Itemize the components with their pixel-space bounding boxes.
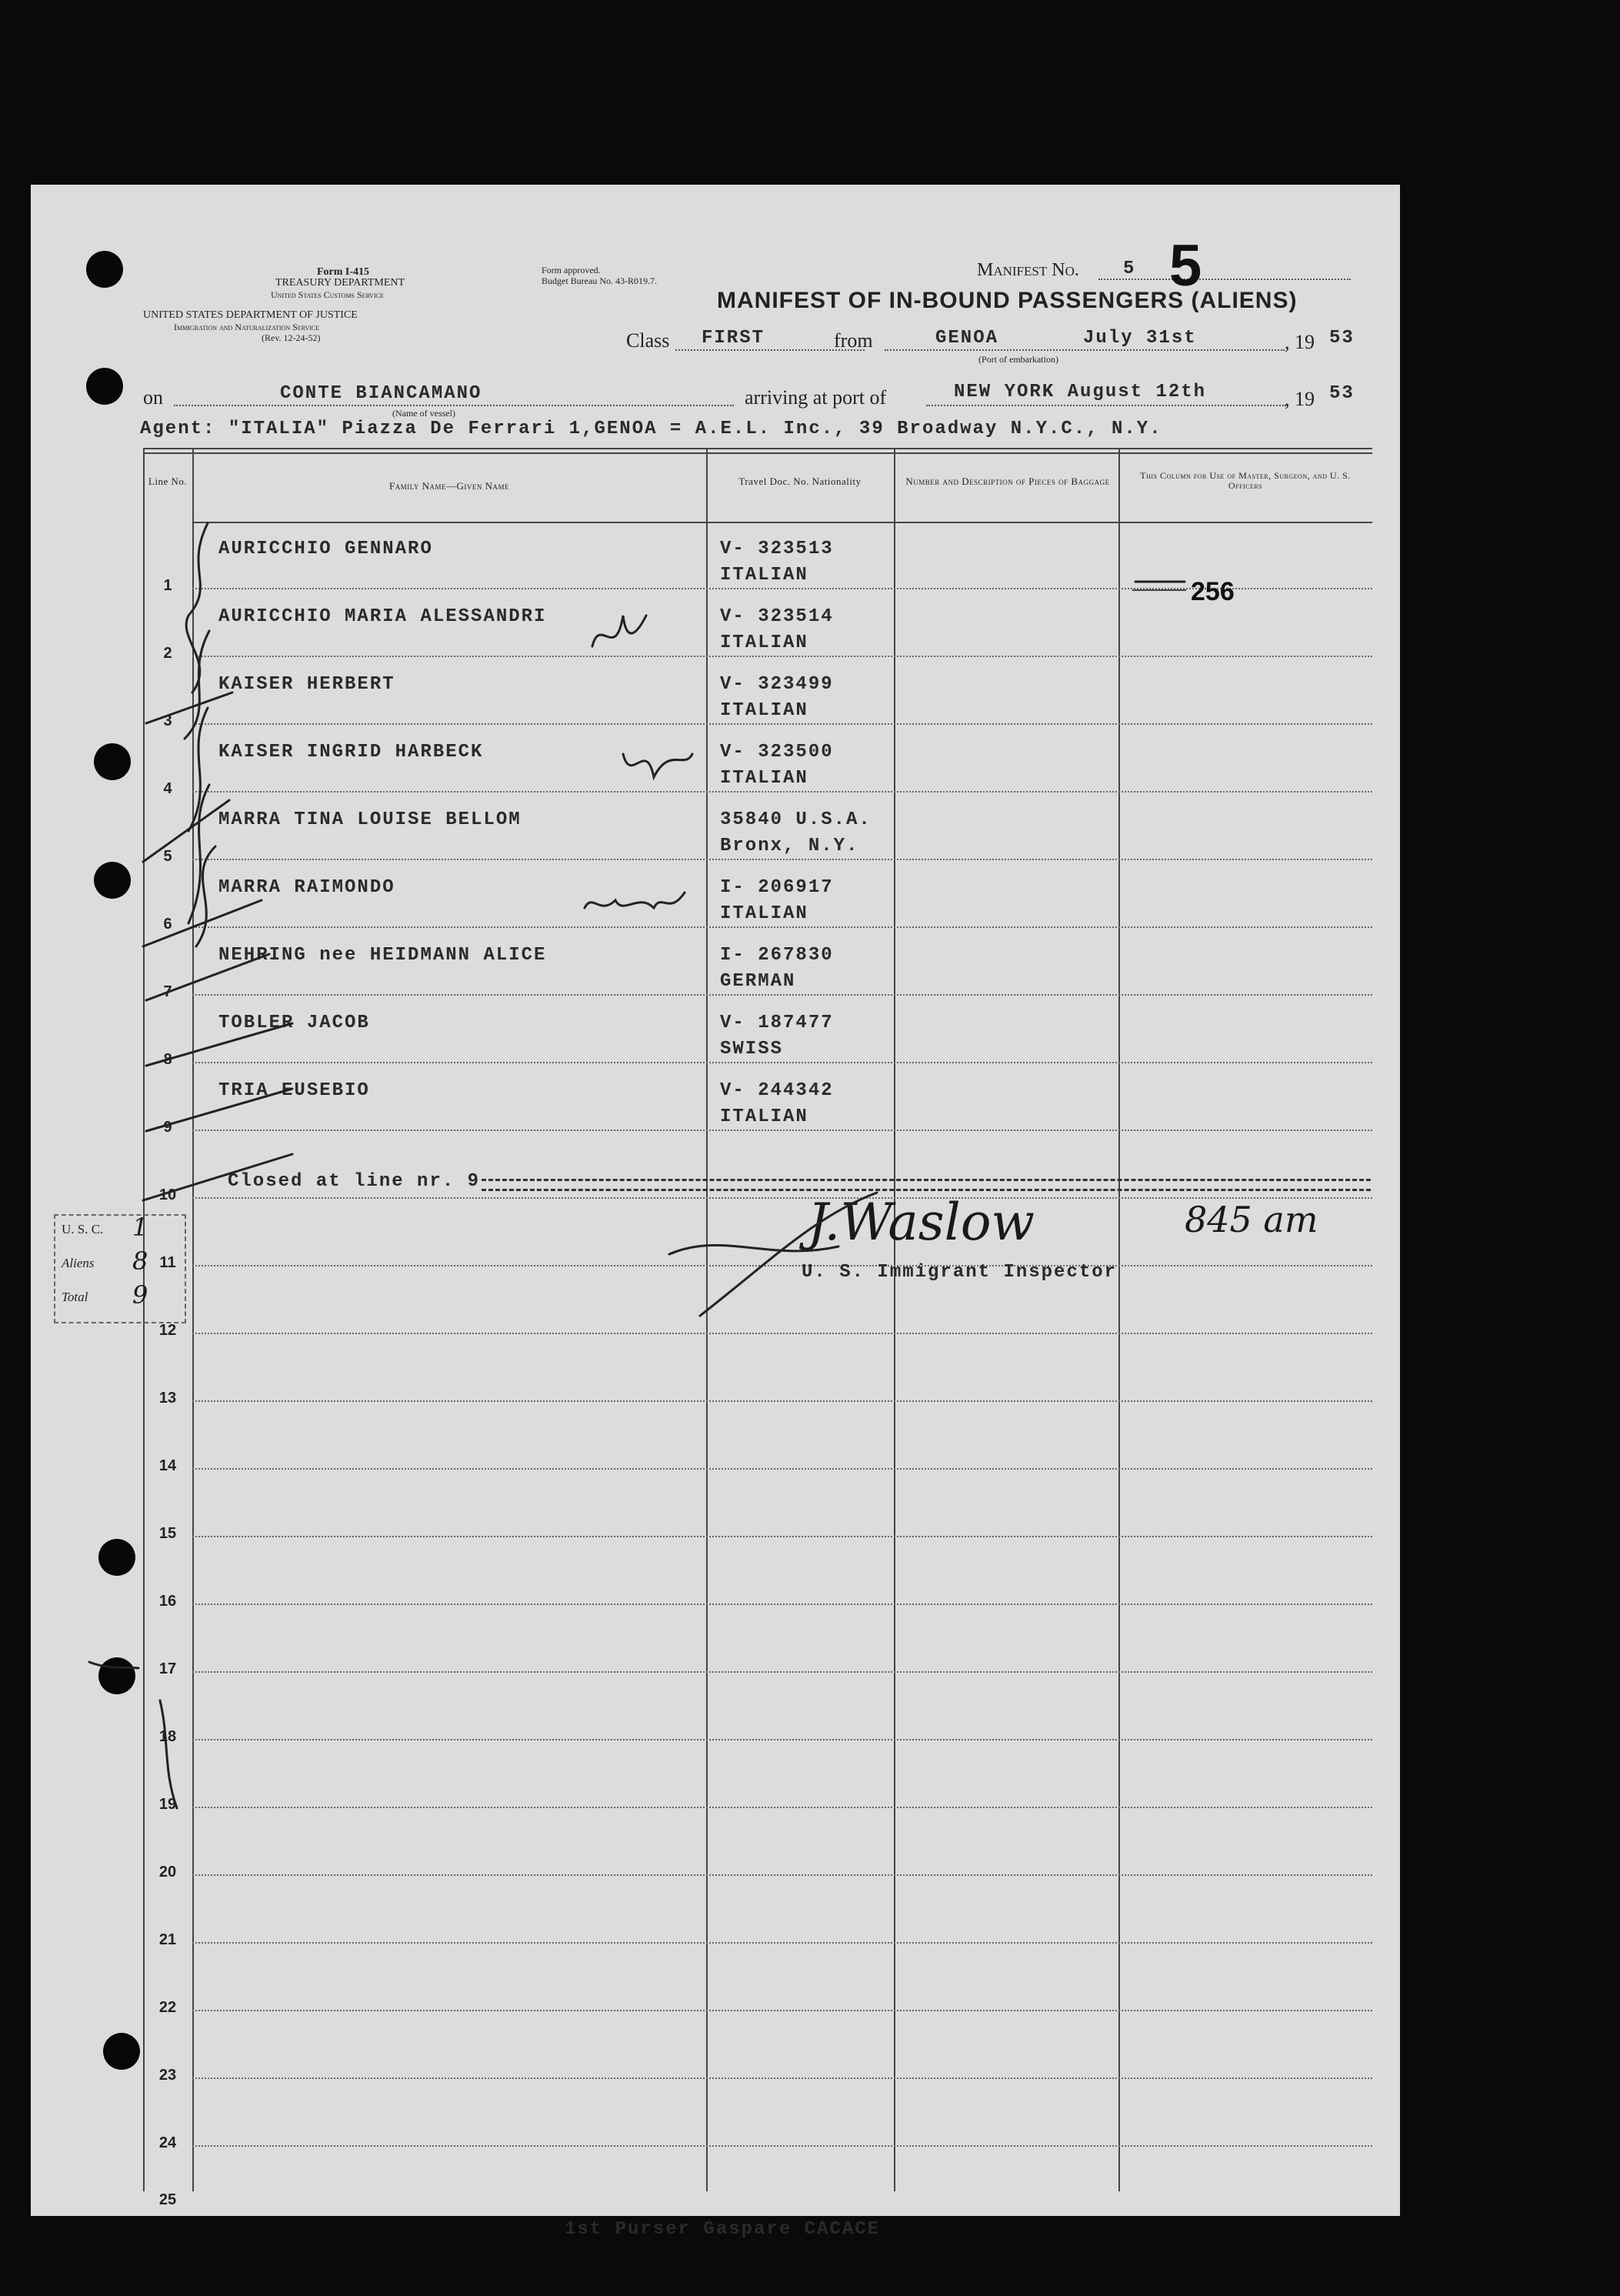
- line-number: 25: [158, 2191, 177, 2208]
- departure-date: July 31st: [1083, 328, 1197, 349]
- manifest-number: 5: [1123, 259, 1136, 279]
- line-number: 18: [158, 1728, 177, 1745]
- form-number: Form I-415: [317, 266, 370, 278]
- passenger-doc: I- 206917: [720, 877, 834, 898]
- year-2: 53: [1329, 383, 1355, 404]
- inspection-time: 845 am: [1185, 1199, 1318, 1240]
- passenger-nationality: ITALIAN: [720, 700, 808, 721]
- agent-line: Agent: "ITALIA" Piazza De Ferrari 1,GENOA = A.E.L. Inc., 39 Broadway N.Y.C., N.Y.: [140, 419, 1162, 439]
- customs-service: United States Customs Service: [271, 289, 384, 300]
- col-line-no: Line No.: [148, 476, 188, 487]
- passenger-doc: V- 244342: [720, 1080, 834, 1101]
- passenger-name: NEHRING nee HEIDMANN ALICE: [218, 945, 547, 966]
- line-number: 3: [163, 712, 172, 729]
- line-number: 12: [158, 1322, 177, 1339]
- passenger-nationality: ITALIAN: [720, 565, 808, 586]
- inspector-title: U. S. Immigrant Inspector: [802, 1262, 1118, 1283]
- arrival-port-date: NEW YORK August 12th: [954, 382, 1207, 402]
- passenger-nationality: ITALIAN: [720, 768, 808, 789]
- passenger-nationality: ITALIAN: [720, 632, 808, 653]
- vessel-name: CONTE BIANCAMANO: [280, 383, 482, 404]
- class-label: Class: [626, 329, 670, 352]
- tally-total: 9: [132, 1280, 148, 1310]
- from-value: GENOA: [935, 328, 999, 349]
- passenger-nationality: Bronx, N.Y.: [720, 836, 859, 856]
- line-number: 21: [158, 1931, 177, 1948]
- passenger-doc: 35840 U.S.A.: [720, 809, 872, 830]
- line-number: 19: [158, 1796, 177, 1813]
- treasury-dept: TREASURY DEPARTMENT: [275, 277, 405, 289]
- year-prefix-1: , 19: [1285, 331, 1315, 353]
- line-number: 8: [163, 1051, 172, 1068]
- inspector-signature: J.Waslow: [808, 1193, 1035, 1252]
- line-number: 1: [163, 577, 172, 594]
- manifest-sheet: [31, 185, 1400, 2240]
- revision: (Rev. 12-24-52): [262, 332, 321, 343]
- vessel-caption: (Name of vessel): [392, 408, 455, 419]
- line-number: 7: [163, 983, 172, 1000]
- passenger-doc: I- 267830: [720, 945, 834, 966]
- justice-dept: UNITED STATES DEPARTMENT OF JUSTICE: [143, 309, 358, 321]
- passenger-nationality: GERMAN: [720, 971, 796, 992]
- passenger-doc: V- 323514: [720, 606, 834, 627]
- tally-aliens-label: Aliens: [62, 1256, 95, 1270]
- line-number: 23: [158, 2067, 177, 2084]
- col-travel-doc: Travel Doc. No. Nationality: [738, 476, 862, 487]
- passenger-nationality: ITALIAN: [720, 903, 808, 924]
- line-number: 5: [163, 848, 172, 865]
- line-number: 9: [163, 1119, 172, 1136]
- line-number: 11: [159, 1254, 176, 1271]
- handwritten-marks: [31, 185, 1400, 2216]
- line-number: 13: [158, 1390, 177, 1407]
- line-number: 17: [158, 1660, 177, 1677]
- line-number: 6: [163, 916, 172, 933]
- ins-service: Immigration and Naturalization Service: [174, 322, 320, 332]
- passenger-name: MARRA TINA LOUISE BELLOM: [218, 809, 522, 830]
- passenger-doc: V- 323500: [720, 742, 834, 763]
- manifest-stamp: 5: [1169, 233, 1202, 299]
- col-officers: This Column for Use of Master, Surgeon, and U. S. Officers: [1140, 470, 1351, 491]
- line-number: 10: [158, 1186, 177, 1203]
- passenger-name: KAISER INGRID HARBECK: [218, 742, 484, 763]
- passenger-doc: V- 323499: [720, 674, 834, 695]
- line-number: 14: [158, 1457, 177, 1474]
- tally-usc: 1: [132, 1213, 148, 1242]
- line-number: 20: [158, 1864, 177, 1881]
- from-label: from: [834, 329, 873, 352]
- arriving-label: arriving at port of: [745, 386, 887, 409]
- page-title: MANIFEST OF IN-BOUND PASSENGERS (ALIENS): [717, 288, 1298, 313]
- col-name: Family Name—Given Name: [389, 480, 509, 492]
- year-prefix-2: , 19: [1285, 388, 1315, 410]
- line-number: 2: [163, 645, 172, 662]
- line-number: 15: [158, 1525, 177, 1542]
- col-baggage: Number and Description of Pieces of Baggage: [905, 476, 1110, 487]
- purser-line: 1st Purser Gaspare CACACE: [565, 2219, 881, 2240]
- passenger-doc: V- 323513: [720, 539, 834, 559]
- passenger-name: AURICCHIO GENNARO: [218, 539, 433, 559]
- budget-bureau: Budget Bureau No. 43-R019.7.: [542, 275, 657, 286]
- line-number: 24: [158, 2134, 177, 2151]
- line-number: 22: [158, 1999, 177, 2016]
- tally-aliens: 8: [132, 1246, 148, 1276]
- line-number: 4: [163, 780, 172, 797]
- class-value: FIRST: [702, 328, 765, 349]
- tally-total-label: Total: [62, 1290, 88, 1304]
- passenger-name: TRIA EUSEBIO: [218, 1080, 370, 1101]
- officer-note: 256: [1191, 577, 1235, 606]
- tally-usc-label: U. S. C.: [62, 1222, 104, 1236]
- on-label: on: [143, 386, 163, 409]
- year-1: 53: [1329, 328, 1355, 349]
- closed-line-text: Closed at line nr. 9: [228, 1171, 481, 1192]
- passenger-name: TOBLER JACOB: [218, 1013, 370, 1033]
- form-approved: Form approved.: [542, 265, 601, 275]
- line-number: 16: [158, 1593, 177, 1610]
- passenger-name: KAISER HERBERT: [218, 674, 395, 695]
- manifest-label: Manifest No.: [977, 260, 1079, 280]
- passenger-doc: V- 187477: [720, 1013, 834, 1033]
- passenger-name: MARRA RAIMONDO: [218, 877, 395, 898]
- port-caption: (Port of embarkation): [978, 354, 1058, 365]
- passenger-nationality: SWISS: [720, 1039, 784, 1060]
- passenger-nationality: ITALIAN: [720, 1106, 808, 1127]
- passenger-name: AURICCHIO MARIA ALESSANDRI: [218, 606, 547, 627]
